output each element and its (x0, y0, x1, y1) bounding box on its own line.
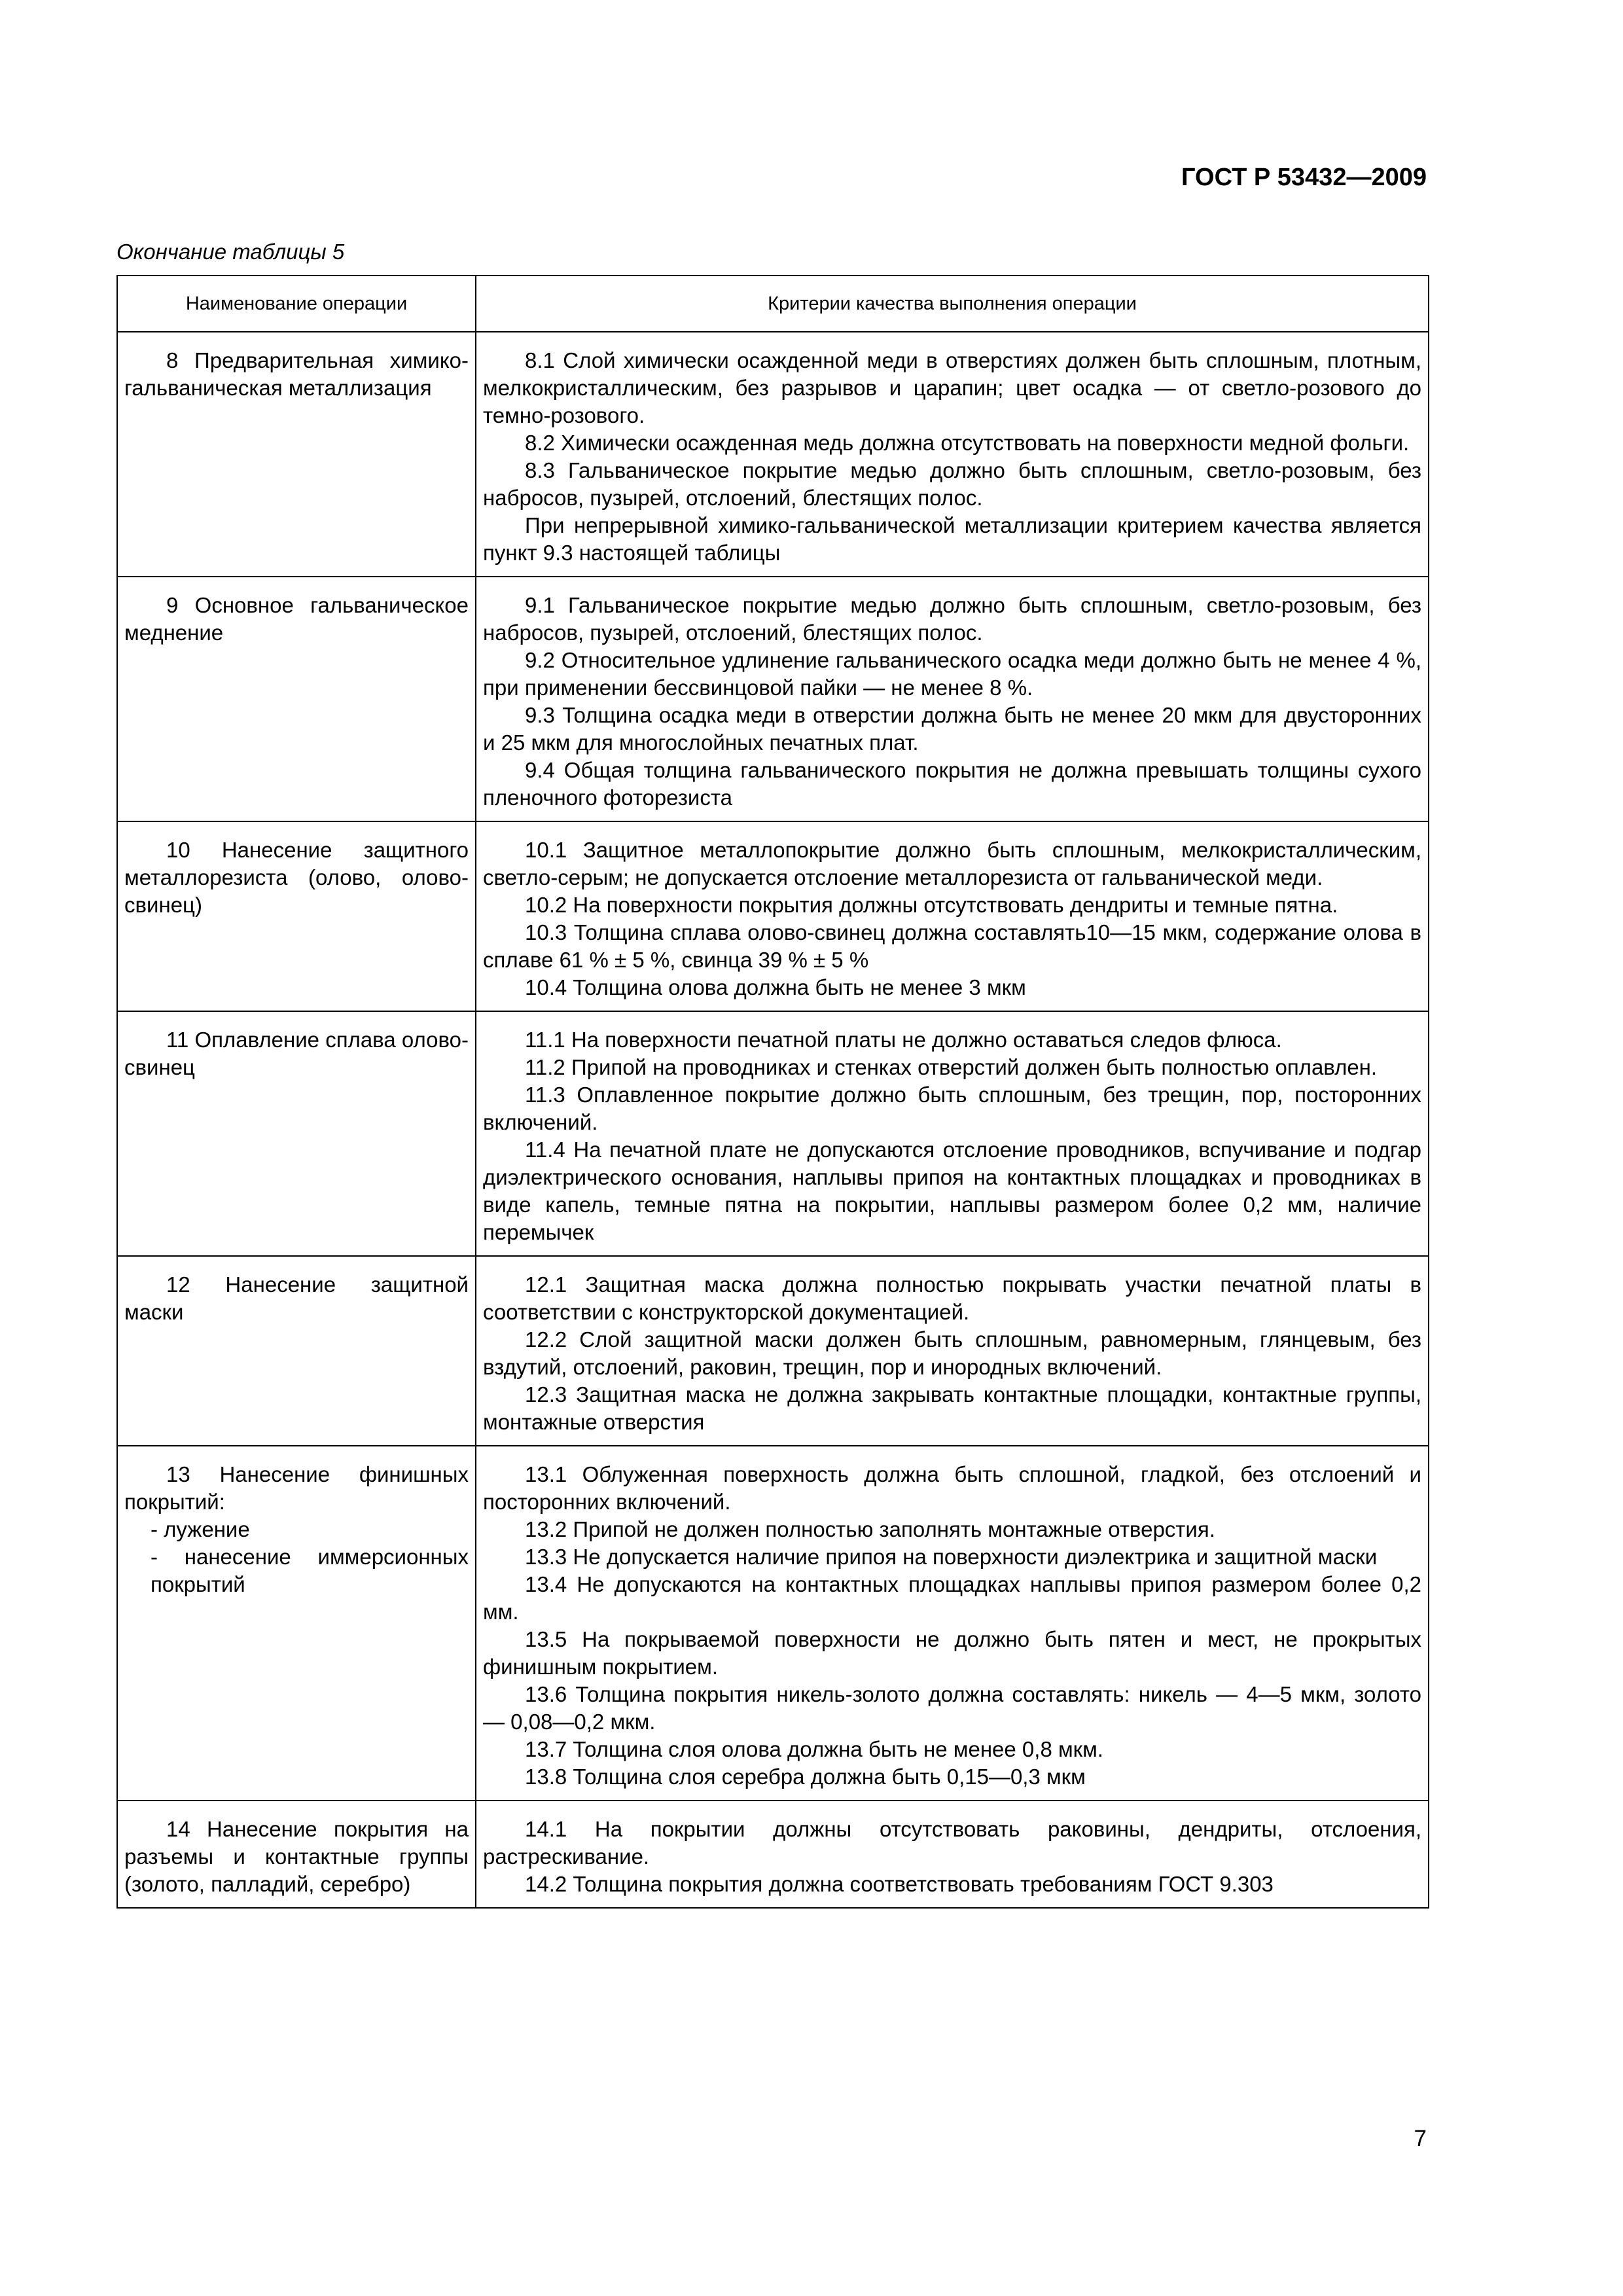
criterion-paragraph: 11.2 Припой на проводниках и стенках отверстий должен быть полностью оплавлен. (525, 1055, 1378, 1079)
criterion-paragraph: 13.1 Облуженная поверхность должна быть сплошной, гладкой, без отслоений и посторонних включений. (483, 1462, 1421, 1514)
criterion-paragraph: 11.3 Оплавленное покрытие должно быть сплошным, без трещин, пор, посторонних включений. (483, 1083, 1421, 1134)
column-header-criteria: Критерии качества выполнения операции (476, 276, 1429, 332)
criteria-cell (476, 1801, 1429, 1908)
operation-subitem: - лужение (151, 1517, 250, 1541)
criterion-paragraph: 13.8 Толщина слоя серебра должна быть 0,15—0,3 мкм (525, 1765, 1086, 1789)
criterion-paragraph: 8.3 Гальваническое покрытие медью должно быть сплошным, светло-розовым, без набросов, пузырей, отслоений, блестящих полос. (483, 458, 1421, 510)
criteria-cell (476, 332, 1429, 577)
criterion-paragraph: 12.1 Защитная маска должна полностью покрывать участки печатной платы в соответствии с конструкторской документацией. (483, 1272, 1421, 1324)
operations-table (116, 275, 1429, 1909)
operation-name-cell (117, 577, 476, 821)
table-row (117, 577, 1429, 821)
table-row (117, 332, 1429, 577)
criterion-paragraph: 12.2 Слой защитной маски должен быть сплошным, равномерным, глянцевым, без вздутий, отслоений, раковин, трещин, пор и инородных включений. (483, 1327, 1421, 1379)
criterion-paragraph: 9.3 Толщина осадка меди в отверстии должна быть не менее 20 мкм для двусторонних и 25 мкм для многослойных печатных плат. (483, 703, 1421, 755)
criteria-cell (476, 1011, 1429, 1256)
criterion-paragraph: 14.2 Толщина покрытия должна соответствовать требованиям ГОСТ 9.303 (525, 1872, 1274, 1896)
criterion-paragraph: 13.4 Не допускаются на контактных площадках наплывы припоя размером более 0,2 мм. (483, 1572, 1421, 1624)
criterion-paragraph: 11.4 На печатной плате не допускаются отслоение проводников, вспучивание и подгар диэлектрического основания, наплывы припоя на контактных площадках и проводниках в виде капель, темные пятна на покрытии, наплывы размером более 0,2 мм, наличие перемычек (483, 1138, 1421, 1244)
operation-name-cell (117, 1256, 476, 1446)
operation-name-cell (117, 332, 476, 577)
operation-name: 12 Нанесение защитной маски (124, 1272, 469, 1324)
document-code: ГОСТ Р 53432—2009 (1181, 164, 1427, 191)
table-row (117, 1801, 1429, 1908)
criterion-paragraph: При непрерывной химико-гальванической металлизации критерием качества является пункт 9.3 настоящей таблицы (483, 513, 1421, 565)
criterion-paragraph: 9.1 Гальваническое покрытие медью должно быть сплошным, светло-розовым, без набросов, пузырей, отслоений, блестящих полос. (483, 593, 1421, 645)
table-row (117, 1011, 1429, 1256)
criterion-paragraph: 13.5 На покрываемой поверхности не должно быть пятен и мест, не прокрытых финишным покрытием. (483, 1627, 1421, 1679)
table-header-row (117, 276, 1429, 332)
criterion-paragraph: 10.2 На поверхности покрытия должны отсутствовать дендриты и темные пятна. (525, 893, 1338, 917)
criterion-paragraph: 9.4 Общая толщина гальванического покрытия не должна превышать толщины сухого пленочного фоторезиста (483, 758, 1421, 810)
criterion-paragraph: 13.6 Толщина покрытия никель-золото должна составлять: никель — 4—5 мкм, золото — 0,08—0,2 мкм. (483, 1682, 1421, 1734)
criterion-paragraph: 9.2 Относительное удлинение гальванического осадка меди должно быть не менее 4 %, при применении бессвинцовой пайки — не менее 8 %. (483, 648, 1421, 700)
operation-subitem: - нанесение иммерсионных покрытий (151, 1545, 469, 1596)
criterion-paragraph: 13.2 Припой не должен полностью заполнять монтажные отверстия. (525, 1517, 1215, 1541)
operation-name-cell (117, 1011, 476, 1256)
table-caption: Окончание таблицы 5 (116, 240, 345, 264)
criterion-paragraph: 14.1 На покрытии должны отсутствовать раковины, дендриты, отслоения, растрескивание. (483, 1817, 1421, 1869)
criterion-paragraph: 8.1 Слой химически осажденной меди в отверстиях должен быть сплошным, плотным, мелкокристаллическим, без разрывов и царапин; цвет осадка — от светло-розового до темно-розового. (483, 348, 1421, 427)
criteria-cell (476, 577, 1429, 821)
table-row (117, 1256, 1429, 1446)
operation-name: 10 Нанесение защитного металлорезиста (олово, олово-свинец) (124, 838, 469, 917)
operation-name: 11 Оплавление сплава олово-свинец (124, 1028, 469, 1079)
page-number: 7 (1414, 2126, 1427, 2151)
operation-name: 14 Нанесение покрытия на разъемы и контактные группы (золото, палладий, серебро) (124, 1817, 469, 1896)
table-row (117, 821, 1429, 1011)
criterion-paragraph: 10.4 Толщина олова должна быть не менее 3 мкм (525, 975, 1026, 999)
operation-name-cell (117, 1446, 476, 1801)
criterion-paragraph: 10.1 Защитное металлопокрытие должно быть сплошным, мелкокристаллическим, светло-серым; не допускается отслоение металлорезиста от гальванической меди. (483, 838, 1421, 889)
operation-name-cell (117, 821, 476, 1011)
criterion-paragraph: 13.7 Толщина слоя олова должна быть не менее 0,8 мкм. (525, 1737, 1103, 1761)
criterion-paragraph: 12.3 Защитная маска не должна закрывать контактные площадки, контактные группы, монтажные отверстия (483, 1382, 1421, 1434)
operation-name: 8 Предварительная химико-гальваническая металлизация (124, 348, 469, 400)
table-row (117, 1446, 1429, 1801)
operation-name: 13 Нанесение финишных покрытий: (124, 1462, 469, 1514)
operation-name: 9 Основное гальваническое меднение (124, 593, 469, 645)
column-header-operation: Наименование операции (117, 276, 476, 332)
operation-name-cell (117, 1801, 476, 1908)
criteria-cell (476, 1256, 1429, 1446)
criterion-paragraph: 13.3 Не допускается наличие припоя на поверхности диэлектрика и защитной маски (525, 1545, 1378, 1569)
criteria-cell (476, 821, 1429, 1011)
criteria-cell (476, 1446, 1429, 1801)
criterion-paragraph: 10.3 Толщина сплава олово-свинец должна составлять10—15 мкм, содержание олова в сплаве 61 % ± 5 %, свинца 39 % ± 5 % (483, 920, 1421, 972)
criterion-paragraph: 11.1 На поверхности печатной платы не должно оставаться следов флюса. (525, 1028, 1282, 1052)
criterion-paragraph: 8.2 Химически осажденная медь должна отсутствовать на поверхности медной фольги. (525, 431, 1410, 455)
